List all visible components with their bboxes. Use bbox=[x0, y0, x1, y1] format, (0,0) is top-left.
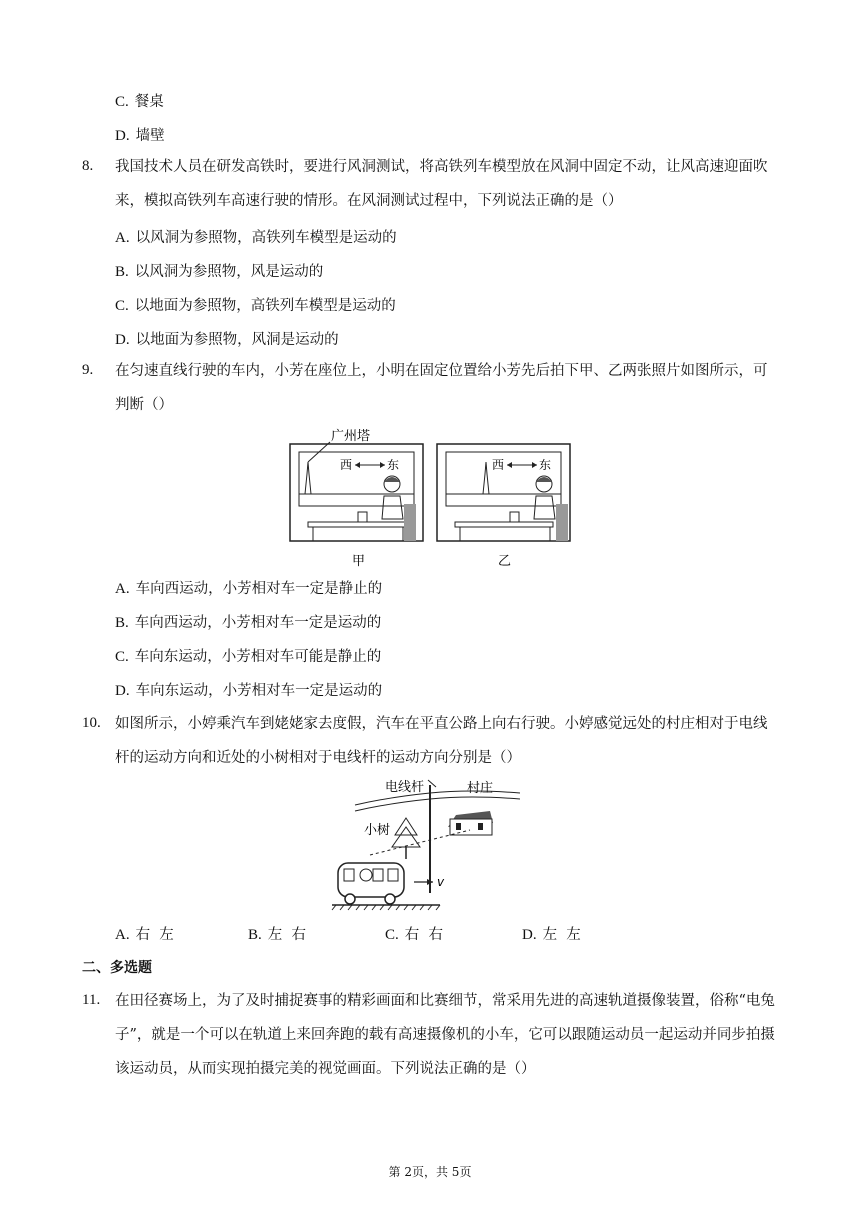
q7-option-c: C. 餐桌 bbox=[115, 94, 164, 110]
svg-text:小树: 小树 bbox=[364, 823, 391, 838]
q10-stem: 如图所示，小婷乘汽车到姥姥家去度假，汽车在平直公路上向右行驶。小婷感觉远处的村庄相对于电线杆的运动方向和近处的小树相对于电线杆的运动方向分别是（） bbox=[115, 716, 768, 766]
q8-option-c: C. 以地面为参照物，高铁列车模型是运动的 bbox=[115, 298, 396, 314]
svg-text:西: 西 bbox=[340, 458, 353, 472]
q8-option-d: D. 以地面为参照物，风洞是运动的 bbox=[115, 332, 339, 348]
q10-number: 10. bbox=[82, 715, 101, 731]
svg-text:v: v bbox=[437, 875, 445, 889]
svg-text:村庄: 村庄 bbox=[467, 781, 494, 796]
q8-option-b: B. 以风洞为参照物，风是运动的 bbox=[115, 264, 324, 280]
svg-text:乙: 乙 bbox=[498, 554, 512, 569]
q11-number: 11. bbox=[82, 992, 101, 1008]
q11-stem: 在田径赛场上，为了及时捕捉赛事的精彩画面和比赛细节，常采用先进的高速轨道摄像装置，俗称“电兔子”，就是一个可以在轨道上来回奔跑的载有高速摄像机的小车，它可以跟随运动员一起运动并同步拍摄该运动员，从而实现拍摄完美的视觉画面。下列说法正确的是（） bbox=[115, 993, 775, 1077]
svg-text:东: 东 bbox=[539, 458, 552, 472]
q8-number: 8. bbox=[82, 158, 94, 174]
section-title: 二、多选题 bbox=[82, 960, 152, 976]
q10-option-a: A. 右 左 bbox=[115, 927, 174, 943]
svg-text:甲: 甲 bbox=[352, 554, 366, 569]
bus-icon bbox=[338, 863, 404, 904]
q9-number: 9. bbox=[82, 362, 94, 378]
q10-figure bbox=[330, 775, 530, 915]
q8-stem: 我国技术人员在研发高铁时，要进行风洞测试，将高铁列车模型放在风洞中固定不动，让风高速迎面吹来，模拟高铁列车高速行驶的情形。在风洞测试过程中，下列说法正确的是（） bbox=[115, 159, 768, 209]
q9-figure bbox=[285, 424, 575, 569]
village-icon bbox=[448, 811, 493, 835]
q10-option-d: D. 左 左 bbox=[522, 927, 581, 943]
q8-option-a: A. 以风洞为参照物，高铁列车模型是运动的 bbox=[115, 230, 397, 246]
svg-text:东: 东 bbox=[387, 458, 400, 472]
q9-option-d: D. 车向东运动，小芳相对车一定是运动的 bbox=[115, 683, 383, 699]
q9-option-b: B. 车向西运动，小芳相对车一定是运动的 bbox=[115, 615, 382, 631]
q7-option-d: D. 墙壁 bbox=[115, 128, 165, 144]
q10-option-c: C. 右 右 bbox=[385, 927, 443, 943]
q9-stem: 在匀速直线行驶的车内，小芳在座位上，小明在固定位置给小芳先后拍下甲、乙两张照片如图所示，可判断（） bbox=[115, 363, 768, 413]
photo-jia bbox=[290, 442, 423, 569]
q9-option-c: C. 车向东运动，小芳相对车可能是静止的 bbox=[115, 649, 382, 665]
page-footer: 第 2页，共 5页 bbox=[388, 1165, 472, 1179]
tower-icon bbox=[483, 462, 489, 494]
photo-yi bbox=[437, 444, 570, 569]
q9-option-a: A. 车向西运动，小芳相对车一定是静止的 bbox=[115, 581, 383, 597]
svg-text:广州塔: 广州塔 bbox=[331, 429, 371, 444]
q10-option-b: B. 左 右 bbox=[248, 927, 306, 943]
svg-text:电线杆: 电线杆 bbox=[385, 780, 425, 795]
tower-icon bbox=[305, 462, 311, 494]
tree-icon bbox=[392, 818, 420, 859]
svg-text:西: 西 bbox=[492, 458, 505, 472]
